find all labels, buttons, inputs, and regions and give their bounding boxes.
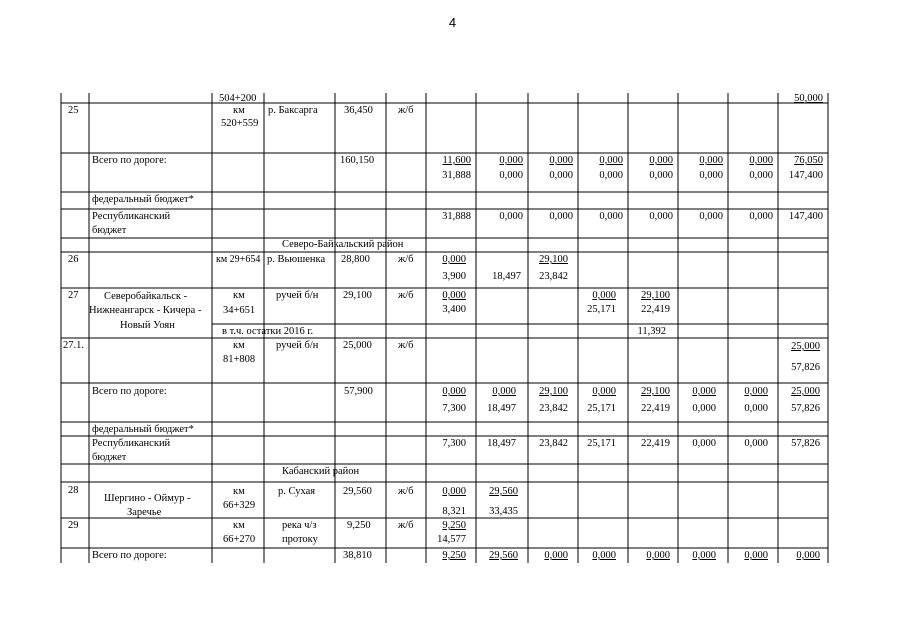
road-name: Шергино - Оймур -	[104, 493, 191, 504]
republic-budget-label: Республиканский	[92, 211, 171, 222]
amount-cell: 0,000	[544, 550, 568, 561]
total-label: Всего по дороге:	[92, 155, 167, 166]
amount-cell: 11,600	[442, 155, 471, 166]
amount-cell: 29,100	[641, 290, 670, 301]
amount-cell: 50,000	[794, 93, 823, 104]
object-name: ручей б/н	[276, 290, 319, 301]
amount-cell: 0,000	[599, 155, 623, 166]
amount-cell: 18,497	[492, 271, 521, 282]
type-cell: ж/б	[398, 520, 414, 531]
km-label: км	[233, 290, 245, 301]
km-value: 81+808	[223, 354, 256, 365]
republic-budget-label: Республиканский	[92, 438, 171, 449]
length-cell: 28,800	[341, 254, 370, 265]
amount-cell: 0,000	[592, 290, 616, 301]
republic-budget-label: бюджет	[92, 452, 127, 463]
amount-cell: 23,842	[539, 271, 568, 282]
amount-cell: 0,000	[592, 550, 616, 561]
length-cell: 9,250	[347, 520, 371, 531]
amount-cell: 0,000	[549, 155, 573, 166]
amount-cell: 25,171	[587, 438, 616, 449]
type-cell: ж/б	[398, 105, 414, 116]
amount-cell: 0,000	[499, 170, 523, 181]
length-cell: 25,000	[343, 340, 372, 351]
row-number: 27.1.	[63, 340, 84, 351]
total-length: 160,150	[340, 155, 375, 166]
object-name: река ч/з	[282, 520, 317, 531]
amount-cell: 22,419	[641, 304, 670, 315]
amount-cell: 0,000	[744, 550, 768, 561]
amount-cell: 23,842	[539, 438, 568, 449]
amount-cell: 0,000	[692, 438, 716, 449]
amount-cell: 25,171	[587, 304, 616, 315]
amount-cell: 25,000	[791, 341, 820, 352]
amount-cell: 0,000	[749, 211, 773, 222]
amount-cell: 0,000	[744, 386, 768, 397]
amount-cell: 0,000	[692, 550, 716, 561]
amount-cell: 31,888	[442, 170, 471, 181]
federal-budget-label: федеральный бюджет*	[92, 424, 194, 435]
amount-cell: 23,842	[539, 403, 568, 414]
amount-cell: 0,000	[442, 254, 466, 265]
object-name: протоку	[282, 534, 318, 545]
total-label: Всего по дороге:	[92, 550, 167, 561]
km-label: км	[233, 105, 245, 116]
km-label: км	[233, 520, 245, 531]
row-number: 27	[68, 290, 79, 301]
amount-cell: 18,497	[487, 438, 516, 449]
total-label: Всего по дороге:	[92, 386, 167, 397]
km-value: 520+559	[221, 118, 259, 129]
length-cell: 36,450	[344, 105, 373, 116]
amount-cell: 0,000	[592, 386, 616, 397]
amount-cell: 0,000	[744, 403, 768, 414]
amount-cell: 0,000	[692, 386, 716, 397]
amount-cell: 0,000	[699, 211, 723, 222]
total-length: 57,900	[344, 386, 373, 397]
km-label: км	[233, 340, 245, 351]
object-name: р. Вьюшенка	[267, 254, 326, 265]
amount-cell: 57,826	[791, 438, 820, 449]
amount-cell: 14,577	[437, 534, 466, 545]
amount-cell: 29,560	[489, 550, 518, 561]
row-number: 29	[68, 520, 79, 531]
amount-cell: 0,000	[646, 550, 670, 561]
amount-cell: 8,321	[442, 506, 466, 517]
amount-cell: 0,000	[492, 386, 516, 397]
total-length: 38,810	[343, 550, 372, 561]
km-value: 66+329	[223, 500, 256, 511]
amount-cell: 3,400	[442, 304, 466, 315]
amount-cell: 18,497	[487, 403, 516, 414]
amount-cell: 76,050	[794, 155, 823, 166]
district-header: Северо-Байкальский район	[282, 239, 404, 250]
amount-cell: 0,000	[692, 403, 716, 414]
object-name: р. Сухая	[278, 486, 316, 497]
amount-cell: 7,300	[442, 403, 466, 414]
amount-cell: 0,000	[499, 211, 523, 222]
amount-cell: 0,000	[442, 386, 466, 397]
amount-cell: 0,000	[649, 155, 673, 166]
amount-cell: 0,000	[699, 170, 723, 181]
km-value: 34+651	[223, 305, 256, 316]
republic-budget-label: бюджет	[92, 225, 127, 236]
road-name: Новый Уоян	[120, 320, 175, 331]
amount-cell: 33,435	[489, 506, 518, 517]
remains-label: в т.ч. остатки 2016 г.	[222, 326, 314, 337]
amount-cell: 25,000	[791, 386, 820, 397]
amount-cell: 0,000	[649, 211, 673, 222]
type-cell: ж/б	[398, 290, 414, 301]
row-number: 28	[68, 485, 79, 496]
amount-cell: 147,400	[788, 211, 823, 222]
amount-cell: 0,000	[499, 155, 523, 166]
amount-cell: 0,000	[699, 155, 723, 166]
type-cell: ж/б	[398, 254, 414, 265]
length-cell: 29,100	[343, 290, 372, 301]
amount-cell: 9,250	[442, 520, 466, 531]
amount-cell: 0,000	[549, 211, 573, 222]
amount-cell: 9,250	[442, 550, 466, 561]
object-name: ручей б/н	[276, 340, 319, 351]
road-name: Северобайкальск -	[104, 291, 188, 302]
type-cell: ж/б	[398, 486, 414, 497]
amount-cell: 29,100	[641, 386, 670, 397]
amount-cell: 0,000	[796, 550, 820, 561]
amount-cell: 11,392	[637, 326, 666, 337]
road-name: Нижнеангарск - Кичера -	[89, 305, 202, 316]
length-cell: 29,560	[343, 486, 372, 497]
amount-cell: 0,000	[442, 486, 466, 497]
amount-cell: 57,826	[791, 403, 820, 414]
amount-cell: 0,000	[549, 170, 573, 181]
page-number: 4	[448, 15, 457, 30]
amount-cell: 0,000	[649, 170, 673, 181]
amount-cell: 31,888	[442, 211, 471, 222]
amount-cell: 22,419	[641, 438, 670, 449]
amount-cell: 0,000	[442, 290, 466, 301]
object-name: р. Баксарга	[268, 105, 318, 116]
amount-cell: 25,171	[587, 403, 616, 414]
amount-cell: 29,100	[539, 254, 568, 265]
amount-cell: 0,000	[599, 170, 623, 181]
amount-cell: 57,826	[791, 362, 820, 373]
km-value: км 29+654	[216, 254, 261, 265]
amount-cell: 29,560	[489, 486, 518, 497]
km-label: км	[233, 486, 245, 497]
district-header: Кабанский район	[282, 466, 360, 477]
amount-cell: 3,900	[442, 271, 466, 282]
amount-cell: 0,000	[744, 438, 768, 449]
amount-cell: 0,000	[749, 155, 773, 166]
amount-cell: 147,400	[788, 170, 823, 181]
amount-cell: 0,000	[599, 211, 623, 222]
km-value: 504+200	[219, 93, 257, 104]
amount-cell: 0,000	[749, 170, 773, 181]
amount-cell: 29,100	[539, 386, 568, 397]
road-name: Заречье	[127, 507, 162, 518]
type-cell: ж/б	[398, 340, 414, 351]
federal-budget-label: федеральный бюджет*	[92, 194, 194, 205]
km-value: 66+270	[223, 534, 256, 545]
amount-cell: 7,300	[442, 438, 466, 449]
row-number: 25	[68, 105, 79, 116]
amount-cell: 22,419	[641, 403, 670, 414]
row-number: 26	[68, 254, 79, 265]
